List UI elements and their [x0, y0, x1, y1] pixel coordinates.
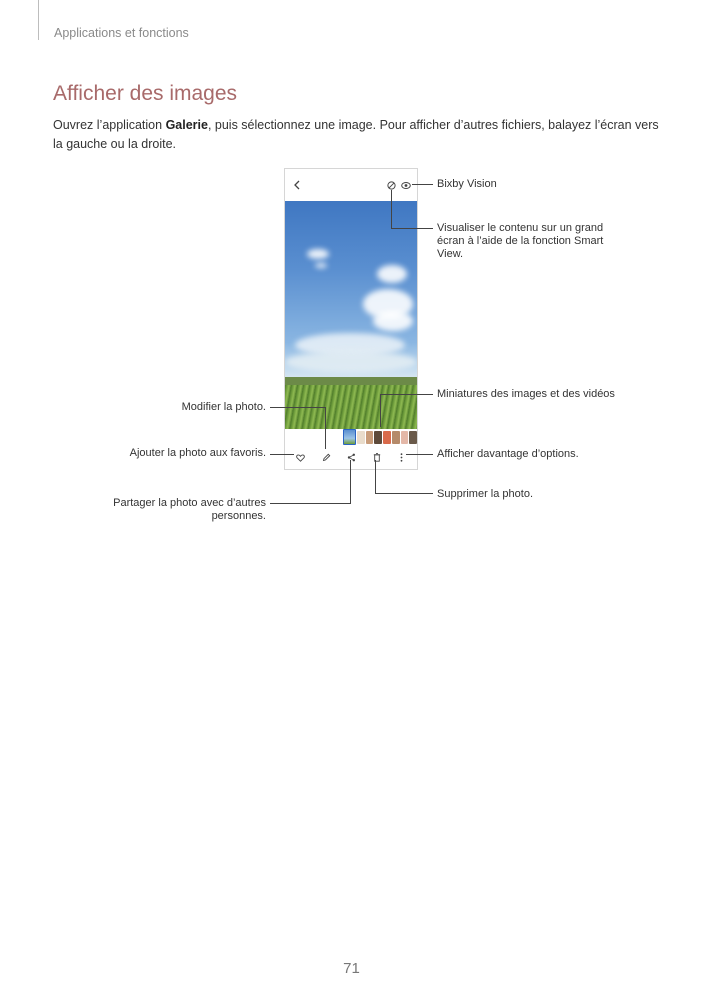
page-margin-rule	[38, 0, 39, 40]
thumbnail-item[interactable]	[366, 431, 374, 444]
callout-delete: Supprimer la photo.	[437, 488, 533, 500]
callout-share: Partager la photo avec d’autres personnes.	[113, 497, 266, 522]
thumbnail-strip	[343, 429, 417, 445]
callout-favorite: Ajouter la photo aux favoris.	[129, 447, 266, 459]
leader-line-smart-view	[391, 190, 392, 229]
leader-line-edit	[325, 407, 326, 449]
leader-line-delete	[375, 460, 376, 494]
callout-smart-view: Visualiser le contenu sur un grand écran à l’aide de la fonction Smart View.	[437, 222, 604, 260]
leader-line-share	[350, 460, 351, 504]
leader-line-share	[270, 503, 351, 504]
leader-line-edit	[270, 407, 326, 408]
phone-screenshot	[284, 168, 418, 470]
cloud	[377, 265, 407, 283]
thumbnail-item[interactable]	[392, 431, 400, 444]
page-number: 71	[343, 960, 360, 977]
chevron-left-icon[interactable]	[293, 180, 301, 190]
smart-view-icon[interactable]	[387, 181, 396, 190]
cloud	[307, 249, 329, 259]
viewer-top-bar	[285, 169, 417, 201]
viewer-bottom-bar	[285, 446, 417, 470]
leader-line-thumbnails	[380, 394, 433, 395]
more-vertical-icon[interactable]	[400, 453, 403, 462]
leader-line-delete	[375, 493, 433, 494]
intro-text-after: , puis sélectionnez une image. Pour afficher d’autres fichiers, balayez l’écran vers la gauche ou la droite.	[53, 118, 659, 151]
thumbnail-item[interactable]	[409, 431, 417, 444]
callout-bixby-vision: Bixby Vision	[437, 178, 497, 190]
thumbnail-item[interactable]	[383, 431, 391, 444]
cloud	[315, 263, 327, 268]
leader-line-smart-view	[391, 228, 433, 229]
thumbnail-item[interactable]	[343, 429, 356, 445]
callout-more-options: Afficher davantage d’options.	[437, 448, 579, 460]
leader-line-more	[406, 454, 433, 455]
heart-icon[interactable]	[296, 454, 305, 462]
cloud	[373, 311, 413, 331]
leader-line-thumbnails	[380, 394, 381, 427]
leader-line-bixby	[412, 184, 433, 185]
bixby-vision-icon[interactable]	[401, 181, 411, 190]
callout-thumbnails: Miniatures des images et des vidéos	[437, 388, 615, 400]
callout-edit: Modifier la photo.	[181, 401, 266, 413]
intro-text-before: Ouvrez l’application	[53, 118, 166, 132]
section-title: Afficher des images	[53, 82, 238, 105]
share-icon[interactable]	[347, 453, 356, 462]
thumbnail-item[interactable]	[357, 431, 365, 444]
running-head: Applications et fonctions	[54, 26, 189, 40]
intro-paragraph	[53, 116, 663, 154]
pencil-icon[interactable]	[322, 453, 331, 462]
thumbnail-item[interactable]	[401, 431, 409, 444]
leader-line-favorite	[270, 454, 294, 455]
cloud	[285, 351, 417, 373]
thumbnail-item[interactable]	[374, 431, 382, 444]
intro-app-name: Galerie	[165, 118, 208, 132]
